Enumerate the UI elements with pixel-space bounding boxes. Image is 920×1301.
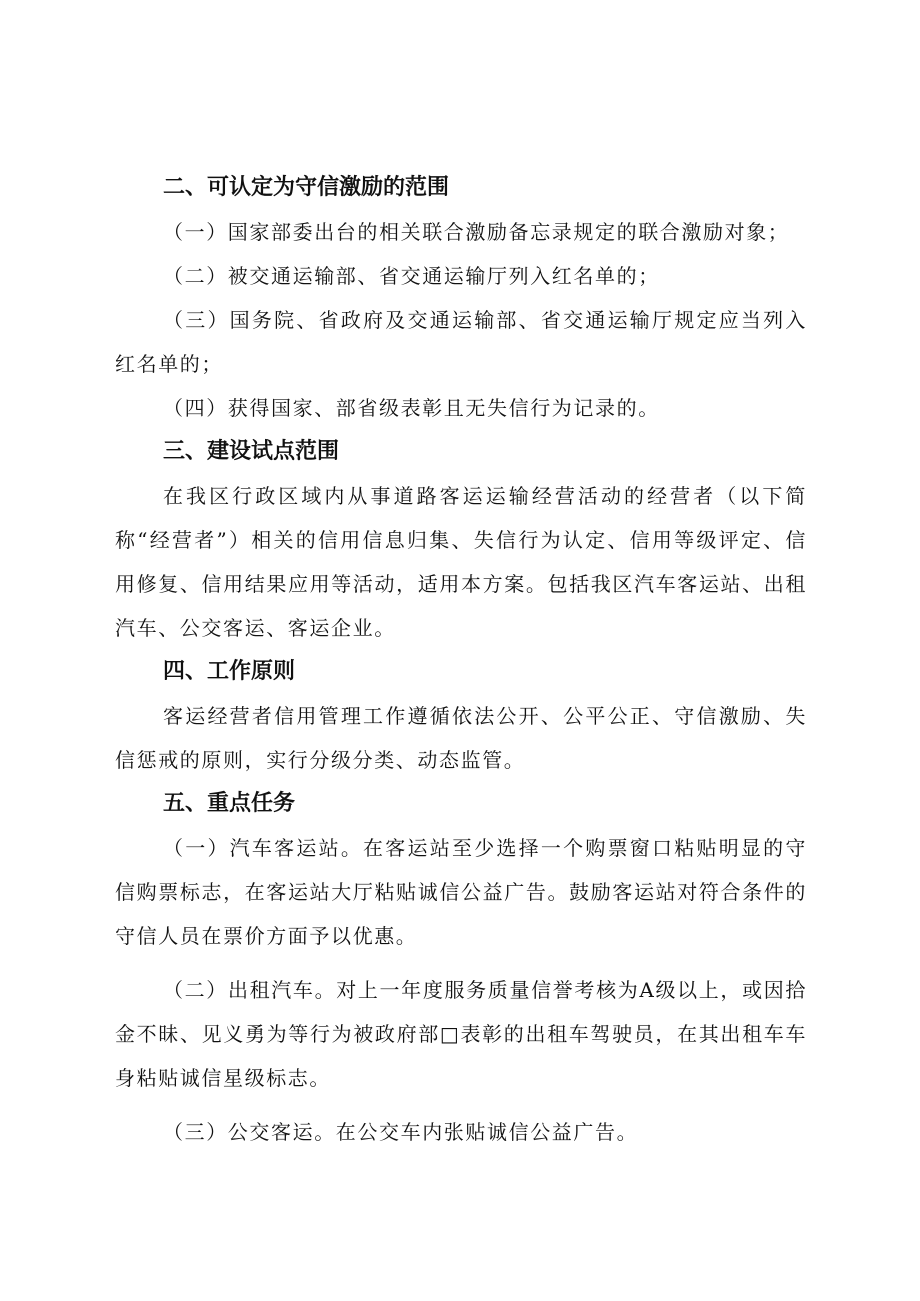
section-heading: 三、建设试点范围: [163, 439, 340, 464]
document-body: [115, 166, 807, 1154]
list-item: （三）国务院、省政府及交通运输部、省交通运输厅规定应当列入红名单的；: [115, 308, 807, 376]
list-item: （二）被交通运输部、省交通运输厅列入红名单的；: [163, 264, 660, 288]
body-paragraph: 客运经营者信用管理工作遵循依法公开、公平公正、守信激励、失信惩戒的原则，实行分级分类、动态监管。: [115, 704, 807, 772]
list-item: （一）国家部委出台的相关联合激励备忘录规定的联合激励对象；: [163, 220, 790, 244]
section-heading: 二、可认定为守信激励的范围: [163, 175, 450, 200]
body-paragraph: 在我区行政区域内从事道路客运运输经营活动的经营者（以下简称“经营者”）相关的信用信息归集、失信行为认定、信用等级评定、信用修复、信用结果应用等活动，适用本方案。包括我区汽车客运站、出租汽车、公交客运、客运企业。: [115, 484, 807, 640]
paragraph-spacer: [115, 958, 807, 968]
list-item: （一）汽车客运站。在客运站至少选择一个购票窗口粘贴明显的守信购票标志，在客运站大厅粘贴诚信公益广告。鼓励客运站对符合条件的守信人员在票价方面予以优惠。: [115, 836, 807, 948]
paragraph-spacer: [115, 1100, 807, 1110]
list-item: （二）出租汽车。对上一年度服务质量信誉考核为A级以上，或因拾金不昧、见义勇为等行为被政府部□表彰的出租车驾驶员，在其出租车车身粘贴诚信星级标志。: [115, 978, 807, 1090]
list-item: （三）公交客运。在公交车内张贴诚信公益广告。: [163, 1120, 639, 1144]
section-heading: 四、工作原则: [163, 659, 296, 684]
list-item: （四）获得国家、部省级表彰且无失信行为记录的。: [163, 396, 660, 420]
section-heading: 五、重点任务: [163, 791, 296, 816]
